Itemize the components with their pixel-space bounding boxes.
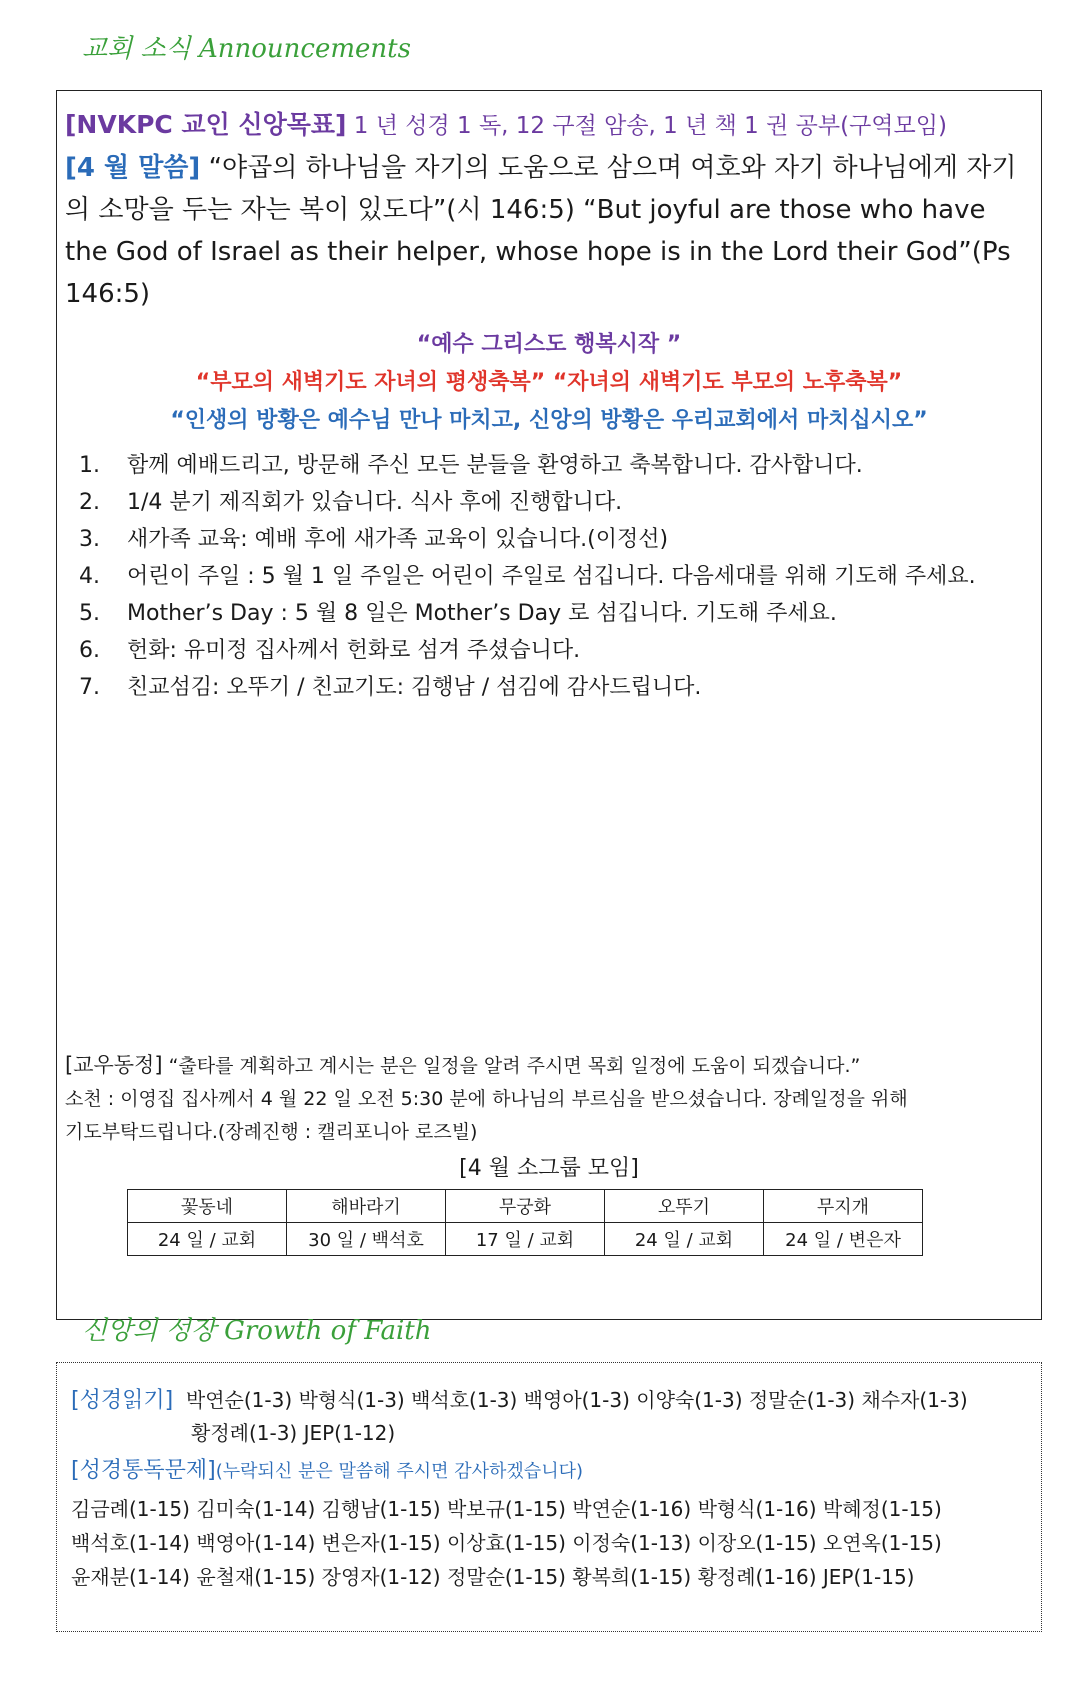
table-cell: 24 일 / 교회 xyxy=(128,1223,287,1256)
slogan-2: “부모의 새벽기도 자녀의 평생축복” “자녀의 새벽기도 부모의 노후축복” xyxy=(195,370,903,395)
table-cell: 30 일 / 백석호 xyxy=(287,1223,446,1256)
list-item: 5. Mother’s Day : 5 월 8 일은 Mother’s Day 로 섬깁니다. 기도해 주세요. xyxy=(79,601,837,626)
quiz-line-3: 윤재분(1-14) 윤철재(1-15) 장영자(1-12) 정말순(1-15) 황복희(1-15) 황정례(1-16) JEP(1-15) xyxy=(71,1565,915,1589)
quiz-line-2: 백석호(1-14) 백영아(1-14) 변은자(1-15) 이상효(1-15) 이정숙(1-13) 이장오(1-15) 오연옥(1-15) xyxy=(71,1531,942,1555)
reading-line-1: 박연순(1-3) 박형식(1-3) 백석호(1-3) 백영아(1-3) 이양숙(1-3) 정말순(1-3) 채수자(1-3) xyxy=(185,1388,968,1412)
list-item: 7. 친교섬김: 오뚜기 / 친교기도: 김행남 / 섬김에 감사드립니다. xyxy=(79,675,702,700)
member-news-line3: 기도부탁드립니다.(장례진행 : 캘리포니아 로즈빌) xyxy=(65,1121,478,1143)
monthly-verse-label: [4 월 말씀] xyxy=(65,153,201,183)
list-item: 1. 함께 예배드리고, 방문해 주신 모든 분들을 환영하고 축복합니다. 감사합니다. xyxy=(79,453,863,478)
church-goal-label: [NVKPC 교인 신앙목표] xyxy=(65,110,347,139)
quiz-label: [성경통독문제] xyxy=(71,1458,216,1483)
slogan-1: “예수 그리스도 행복시작 ” xyxy=(416,332,682,357)
church-goal xyxy=(65,105,1031,141)
monthly-verse-text: “야곱의 하나님을 자기의 도움으로 삼으며 여호와 자기 하나님에게 자기의 소망을 두는 자는 복이 있도다”(시 146:5) “But joyful are those who have the God of Israel as their helper, whose hope is in the Lord their God”(Ps 146:5) xyxy=(65,153,1017,309)
member-news xyxy=(65,1049,908,1149)
table-header-cell: 오뚜기 xyxy=(605,1190,764,1223)
list-item: 2. 1/4 분기 제직회가 있습니다. 식사 후에 진행합니다. xyxy=(79,490,623,515)
table-row xyxy=(128,1223,923,1256)
announcements-heading: 교회 소식 Announcements xyxy=(82,34,411,64)
quiz-line-1: 김금례(1-15) 김미숙(1-14) 김행남(1-15) 박보규(1-15) 박연순(1-16) 박형식(1-16) 박혜정(1-15) xyxy=(71,1497,942,1521)
announcements-box xyxy=(56,90,1042,1320)
reading-label: [성경읽기] xyxy=(71,1388,174,1413)
member-news-line2: 소천 : 이영집 집사께서 4 월 22 일 오전 5:30 분에 하나님의 부르심을 받으셨습니다. 장례일정을 위해 xyxy=(65,1088,908,1110)
list-item: 6. 헌화: 유미정 집사께서 헌화로 섬겨 주셨습니다. xyxy=(79,638,581,663)
growth-box xyxy=(56,1362,1042,1632)
table-header-cell: 무지개 xyxy=(764,1190,923,1223)
list-item: 3. 새가족 교육: 예배 후에 새가족 교육이 있습니다.(이정선) xyxy=(79,527,669,552)
small-group-title: [4 월 소그룹 모임] xyxy=(459,1156,639,1181)
table-cell: 24 일 / 변은자 xyxy=(764,1223,923,1256)
reading-line-2: 황정례(1-3) JEP(1-12) xyxy=(191,1421,396,1445)
list-item: 4. 어린이 주일 : 5 월 1 일 주일은 어린이 주일로 섬깁니다. 다음세대를 위해 기도해 주세요. xyxy=(79,564,976,589)
church-goal-text: 1 년 성경 1 독, 12 구절 암송, 1 년 책 1 권 공부(구역모임) xyxy=(346,113,947,139)
table-cell: 24 일 / 교회 xyxy=(605,1223,764,1256)
quiz-note: (누락되신 분은 말씀해 주시면 감사하겠습니다) xyxy=(215,1461,583,1482)
announcement-list xyxy=(79,447,976,706)
growth-heading: 신앙의 성장 Growth of Faith xyxy=(82,1316,432,1346)
table-cell: 17 일 / 교회 xyxy=(446,1223,605,1256)
table-header-cell: 해바라기 xyxy=(287,1190,446,1223)
table-row xyxy=(128,1190,923,1223)
table-header-cell: 무궁화 xyxy=(446,1190,605,1223)
member-news-label: [교우동정] xyxy=(65,1053,163,1077)
table-header-cell: 꽃동네 xyxy=(128,1190,287,1223)
member-news-text: “출타를 계획하고 계시는 분은 일정을 알려 주시면 목회 일정에 도움이 되겠습니다.” xyxy=(162,1055,861,1077)
monthly-verse xyxy=(65,147,1031,315)
slogan-3: “인생의 방황은 예수님 만나 마치고, 신앙의 방황은 우리교회에서 마치십시오” xyxy=(170,408,928,433)
small-group-table xyxy=(127,1189,923,1256)
